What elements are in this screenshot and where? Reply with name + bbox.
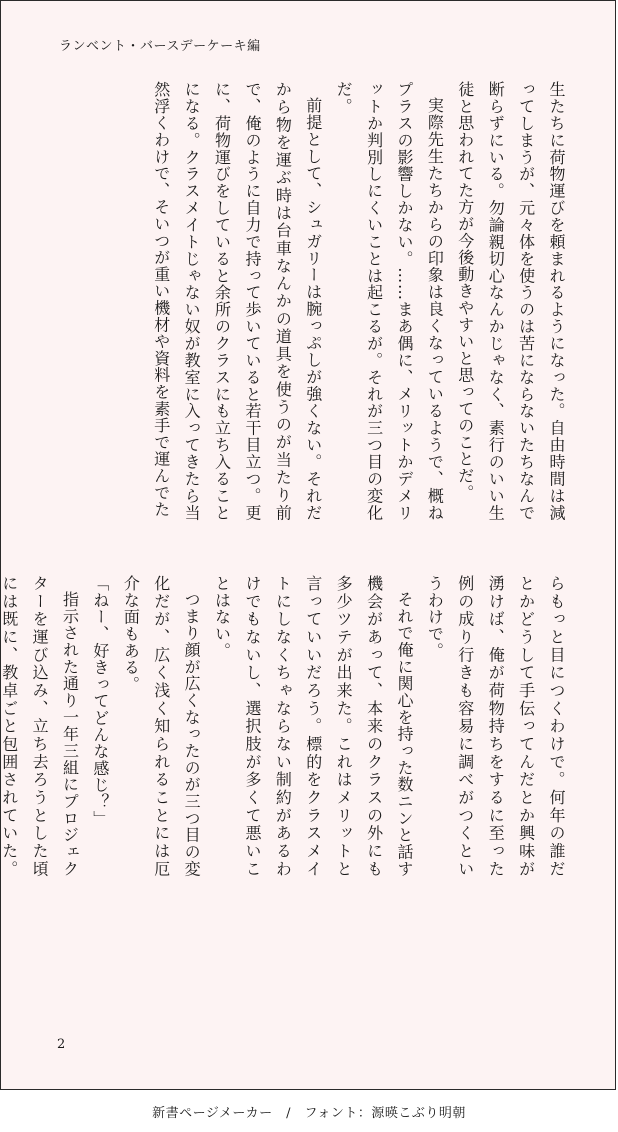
paragraph: 指示された通り一年三組にプロジェクターを運び込み、立ち去ろうとした頃には既に、教卓ごと包囲されていた。 <box>0 575 80 877</box>
running-header: ランベント・バースデーケーキ編 <box>59 39 261 54</box>
paragraph: つまり顔が広くなったのが三つ目の変化だが、広く浅く知られることには厄介な面もある。 <box>121 575 202 877</box>
text-column-top <box>41 81 571 521</box>
paragraph: らもっと目につくわけで。何年の誰だとかどうして手伝ってんだとか興味が湧けば、俺が荷物持ちをするに至った例の成り行きも容易に調べがつくというわけで。 <box>425 575 566 877</box>
text-column-bottom <box>0 575 571 877</box>
paragraph: 生たちに荷物運びを頼まれるようになった。自由時間は減ってしまうが、元々体を使うのは苦にならないたちなんで断らずにいる。勿論親切心なんかじゃなく、素行のいい生徒と思われてた方が今後動きやすいと思ってのことだ。 <box>455 81 566 521</box>
page-number: 2 <box>57 1037 66 1052</box>
footer-credit: 新書ページメーカー / フォント：源暎こぶり明朝 <box>152 1106 466 1121</box>
paragraph: 実際先生たちからの印象は良くなっているようで、概ねプラスの影響しかない。……まあ偶に、メリットかデメリットか判別しにくいことは起こるが。それが三つ目の変化だ。 <box>334 81 445 521</box>
paragraph: それで俺に関心を持った数ニンと話す機会があって、本来のクラスの外にも多少ツテが出来た。これはメリットと言っていいだろう。標的をクラスメイトにしなくちゃならない制約があるわけでもないし、選択肢が多くて悪いことはない。 <box>212 575 414 877</box>
paragraph: 「ねー、好きってどんな感じ？」 <box>90 575 110 827</box>
paragraph: 前提として、シュガリーは腕っぷしが強くない。それだから物を運ぶ時は台車なんかの道具を使うのが当たり前で、俺のように自力で持って歩いていると若干目立つ。更に、荷物運びをしていると余所のクラスにも立ち入ることになる。クラスメイトじゃない奴が教室に入ってきたら当然浮くわけで、そいつが重い機材や資料を素手で運んでた <box>151 81 323 521</box>
